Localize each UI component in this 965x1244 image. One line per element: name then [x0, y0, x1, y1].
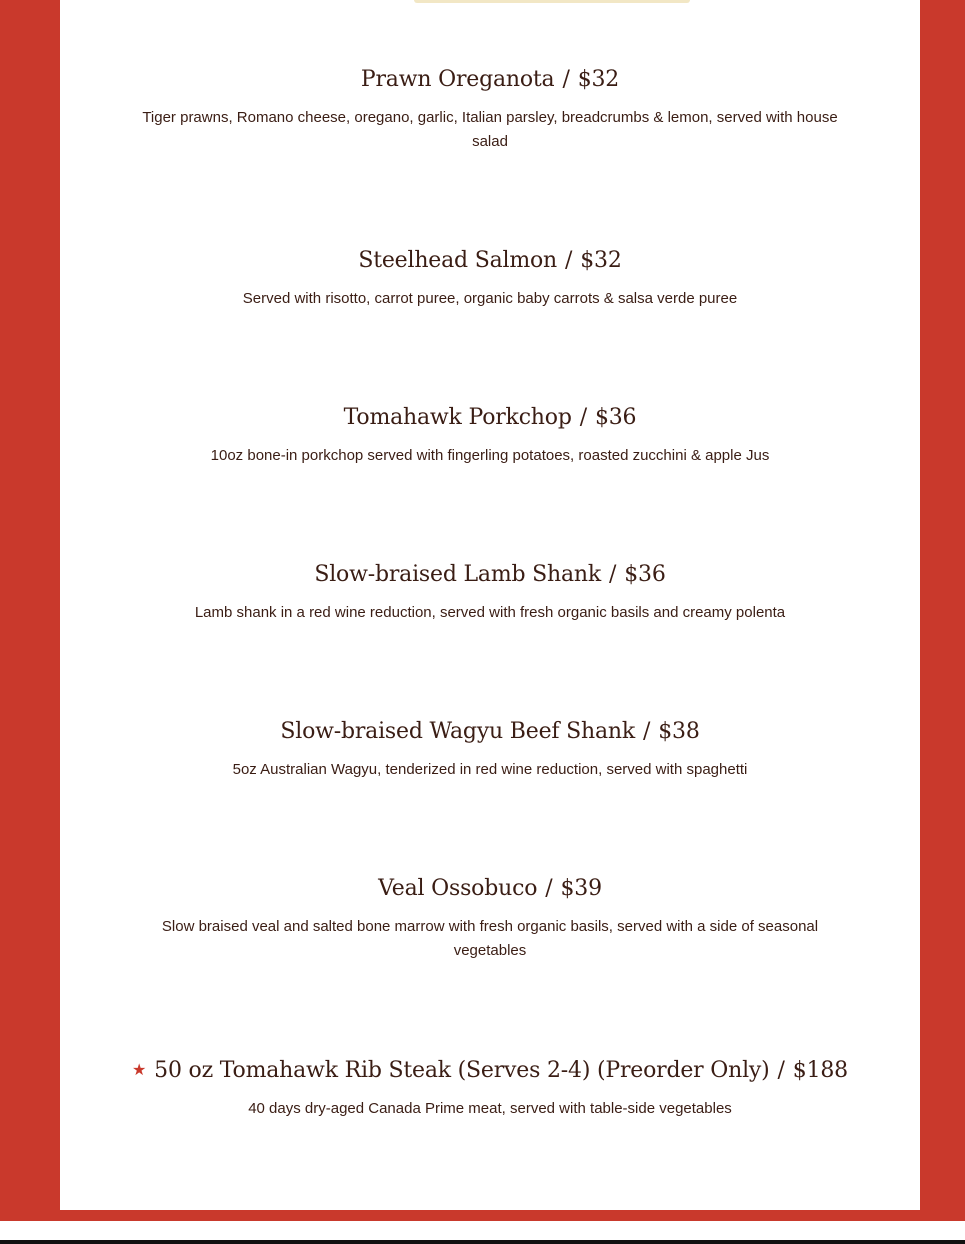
price-separator: / — [562, 67, 570, 92]
menu-item-title — [60, 66, 920, 94]
price-separator: / — [609, 562, 617, 587]
menu-item-price: $38 — [658, 719, 700, 744]
menu-item-title — [60, 561, 920, 589]
menu-item-price: $36 — [624, 562, 666, 587]
menu-item-tomahawk-porkchop — [60, 404, 920, 468]
menu-item-description: 5oz Australian Wagyu, tenderized in red wine reduction, served with spaghetti — [232, 761, 748, 778]
price-separator: / — [565, 248, 573, 273]
menu-item-price: $39 — [560, 876, 602, 901]
star-icon: ★ — [132, 1060, 147, 1079]
menu-item-description: Slow braised veal and salted bone marrow with fresh organic basils, served with a side of seasonal vegetables — [161, 918, 819, 959]
menu-item-title — [60, 404, 920, 432]
price-separator: / — [777, 1058, 785, 1083]
menu-item-name: Tomahawk Porkchop — [343, 405, 572, 430]
menu-item-title — [60, 718, 920, 746]
menu-item-steelhead-salmon — [60, 247, 920, 311]
menu-item-description: 10oz bone-in porkchop served with fingerling potatoes, roasted zucchini & apple Jus — [210, 447, 770, 464]
menu-item-name: Slow-braised Lamb Shank — [314, 562, 602, 587]
menu-item-description: Tiger prawns, Romano cheese, oregano, garlic, Italian parsley, breadcrumbs & lemon, served with house salad — [142, 109, 838, 150]
menu-item-name: Veal Ossobuco — [378, 876, 538, 901]
menu-item-price: $32 — [580, 248, 622, 273]
price-separator: / — [579, 405, 587, 430]
menu-item-name: Prawn Oreganota — [360, 67, 555, 92]
menu-item-name: Steelhead Salmon — [358, 248, 558, 273]
menu-item-description: Served with risotto, carrot puree, organic baby carrots & salsa verde puree — [242, 290, 738, 307]
menu-item-title — [60, 247, 920, 275]
menu-item-prawn-oreganota — [60, 66, 920, 154]
menu-item-description: Lamb shank in a red wine reduction, served with fresh organic basils and creamy polenta — [194, 604, 786, 621]
price-separator: / — [643, 719, 651, 744]
menu-item-title — [60, 875, 920, 903]
menu-item-veal-ossobuco — [60, 875, 920, 963]
menu-item-name: Slow-braised Wagyu Beef Shank — [280, 719, 636, 744]
menu-item-title — [60, 1056, 920, 1085]
menu-item-tomahawk-rib-steak — [60, 1056, 920, 1121]
menu-item-description: 40 days dry-aged Canada Prime meat, served with table-side vegetables — [248, 1100, 732, 1117]
bottom-rule — [0, 1240, 965, 1244]
menu-item-lamb-shank — [60, 561, 920, 625]
menu-item-price: $188 — [792, 1058, 848, 1083]
menu-item-price: $32 — [577, 67, 620, 92]
price-separator: / — [545, 876, 553, 901]
top-accent-divider — [414, 0, 690, 3]
menu-item-wagyu-beef-shank — [60, 718, 920, 782]
menu-item-price: $36 — [594, 405, 637, 430]
menu-item-name: 50 oz Tomahawk Rib Steak (Serves 2-4) (Preorder Only) — [154, 1058, 770, 1083]
